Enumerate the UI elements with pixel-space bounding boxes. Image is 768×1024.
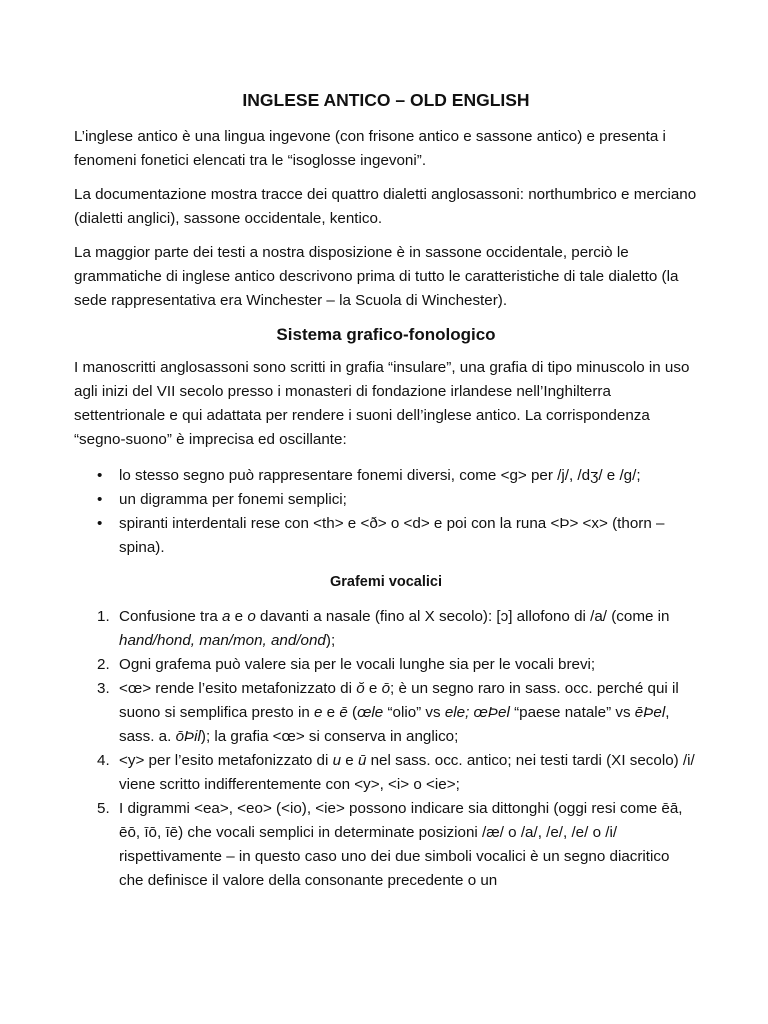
item-text: e [230, 608, 248, 625]
item-italic: ŏ [356, 680, 365, 697]
bullet-item: • un digramma per fonemi semplici; [74, 488, 698, 512]
numbered-item-3 [74, 677, 698, 749]
item-text: Ogni grafema può valere sia per le vocali lunghe sia per le vocali brevi; [119, 656, 596, 673]
item-number: 1. [97, 608, 110, 625]
item-text: “paese natale” vs [509, 704, 635, 721]
intro-paragraph-1: L’inglese antico è una lingua ingevone (con frisone antico e sassone antico) e presenta i fenomeni fonetici elencati tra le “isoglosse ingevoni”. [74, 128, 666, 169]
item-text: ( [347, 704, 358, 721]
item-italic: a [222, 608, 231, 625]
item-italic: ē [339, 704, 348, 721]
item-italic: ōÞil [175, 728, 201, 745]
item-text: nel sass. occ. antico; nei testi tardi (XI secolo) /i/ viene scritto indifferentemente con <y>, <i> o <ie>; [119, 752, 695, 793]
section-heading-sistema: Sistema grafico-fonologico [276, 325, 496, 344]
item-text: davanti a nasale (fino al X secolo): [ɔ] allofono di /a/ (come in [255, 608, 670, 625]
subsection-heading-grafemi: Grafemi vocalici [329, 574, 443, 590]
item-text: ); [325, 632, 336, 649]
document-title: INGLESE ANTICO – OLD ENGLISH [242, 90, 530, 110]
item-text: ); la grafia <œ> si conserva in anglico; [200, 728, 459, 745]
item-italic: hand/hond, man/mon, and/ond [119, 632, 326, 649]
item-text: e [322, 704, 340, 721]
item-italic: ō [381, 680, 391, 697]
item-italic: ele; œÞel [444, 704, 510, 721]
section-paragraph: I manoscritti anglosassoni sono scritti in grafia “insulare”, una grafia di tipo minuscolo in uso agli inizi del VII secolo presso i monasteri di fondazione irlandese nell’Inghilterra settentrionale e qui adattata per rendere i suoni dell’inglese antico. La corrispondenza “segno-suono” è imprecisa ed oscillante: [74, 359, 690, 448]
item-text: I digrammi <ea>, <eo> (<io), <ie> possono indicare sia dittonghi (oggi resi come ēā, ēō, īō, īē) che vocali semplici in determinate posizioni /æ/ o /a/, /e/, /e/ o /i/ rispettivamente – in questo caso uno dei due simboli vocalici è un segno diacritico che definisce il valore della consonante precedente o un [119, 800, 683, 889]
item-number: 2. [97, 656, 110, 673]
item-italic: œle [357, 704, 384, 721]
bullet-item: • spiranti interdentali rese con <th> e <ð> o <d> e poi con la runa <Þ> <x> (thorn – spina). [74, 512, 698, 560]
item-text: , sass. a. [119, 704, 670, 745]
item-italic: e [314, 704, 323, 721]
item-text: e [364, 680, 382, 697]
item-text: e [341, 752, 358, 769]
numbered-item-1 [74, 605, 698, 653]
intro-paragraph-2: La documentazione mostra tracce dei quattro dialetti anglosassoni: northumbrico e merciano (dialetti anglici), sassone occidentale, kentico. [74, 186, 697, 227]
item-italic: u [332, 752, 342, 769]
intro-paragraph-3: La maggior parte dei testi a nostra disposizione è in sassone occidentale, perciò le grammatiche di inglese antico descrivono prima di tutto le caratteristiche di tale dialetto (la sede rappresentativa era Winchester – la Scuola di Winchester). [74, 244, 679, 309]
bullet-list [74, 464, 698, 560]
item-number: 4. [97, 752, 110, 769]
item-text: ; è un segno raro in sass. occ. perché qui il suono si semplifica presto in [119, 680, 679, 721]
item-number: 3. [97, 680, 110, 697]
item-italic: o [247, 608, 256, 625]
item-text: <y> per l’esito metafonizzato di [119, 752, 333, 769]
numbered-item-2 [74, 653, 698, 677]
numbered-item-5 [74, 797, 698, 893]
item-text: <œ> rende l’esito metafonizzato di [119, 680, 357, 697]
numbered-item-4 [74, 749, 698, 797]
item-number: 5. [97, 800, 110, 817]
item-italic: ū [357, 752, 367, 769]
bullet-item: • lo stesso segno può rappresentare fonemi diversi, come <g> per /j/, /dʒ/ e /g/; [74, 464, 698, 488]
item-italic: ēÞel [634, 704, 666, 721]
item-text: “olio” vs [383, 704, 445, 721]
item-text: Confusione tra [119, 608, 222, 625]
numbered-list [74, 605, 698, 893]
